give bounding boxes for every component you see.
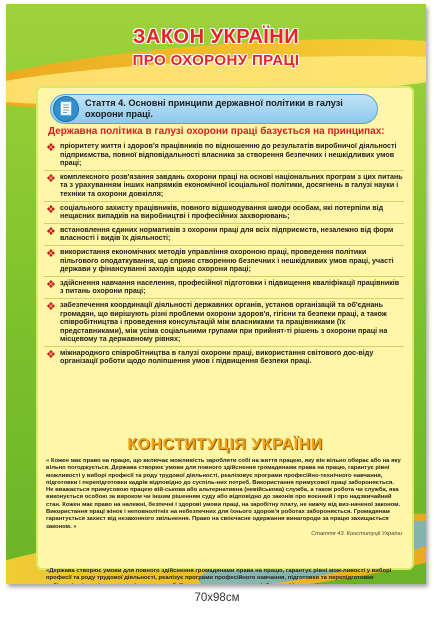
list-item — [44, 248, 404, 277]
poster-title: ЗАКОН УКРАЇНИ — [132, 26, 300, 48]
list-item-text: міжнародного співробітництва в галузі охорони праці, використання світового дос-віду організації роботи щодо поліпшення умов і підвищення безпеки праці. — [60, 348, 374, 366]
constitution-heading: КОНСТИТУЦІЯ УКРАЇНИ — [127, 436, 323, 453]
poster-stand — [6, 4, 426, 584]
constitution-quote — [46, 458, 402, 538]
list-item — [44, 142, 404, 171]
bullet-icon: ❖ — [46, 142, 56, 154]
quote-source: Стаття 43. Конституції України — [311, 530, 402, 537]
bullet-icon: ❖ — [46, 348, 56, 361]
list-item-text: забезпечення координації діяльності державних органів, установ організацій та об'єднань громадян, що вирішують різні проблеми охорони здоров'я, гігієни та безпеки праці, а також співробітництва і проведення консультацій між власниками та працівниками (їх представниками), між усіма соціальними групами при прийнят-ті рішень з охорони праці на місцевому та державному рівнях; — [60, 300, 388, 344]
bullet-icon: ❖ — [46, 172, 56, 185]
list-item-text: використання економічних методів управління охороною праці, проведення політики пільгового оподаткування, що сприяє створенню безпечних і нешкідливих умов праці, участі держави у фінансуванні заходів щодо охорони праці; — [60, 247, 394, 274]
poster-subtitle: ПРО ОХОРОНУ ПРАЦІ — [132, 52, 300, 69]
quote-text: « Кожен має право на працю, що включає можливість заробляти собі на життя працею, яку він вільно обирає або на яку вільно погоджується. Держава створює умови для повного здійснення громадянами права на працю, гарантує рівні можливості у виборі професії та роду трудової діяльності, реалізовує програми професійно-технічного навчання, підготовки і перепідготовки кадрів відповідно до суспіль-них потреб. Використання примусової праці забороняється. Не вважається примусовою працею вій-ськова або альтернативна (невійськова) служба, а також робота чи служба, яка виконується особою за вироком чи іншим рішенням суду або відповідно до законів про воєнний і про надзвичайний стан. Кожен має право на належні, безпечні і здорові умови праці, на заробітну плату, не нижчу від виз-наченої законом. Використання праці жінок і неповнолітніх на небезпечних для їхнього здоров'я роботах забороняється. Громадянам гарантується захист від незаконного звільнення. Право на своєчасне одержання винагороди за працю захищається законом. » — [46, 458, 401, 530]
article-banner — [50, 94, 378, 124]
poster-size-label: 70x98см — [194, 592, 240, 604]
list-item — [44, 279, 404, 299]
quote-text: «Держава створює умови для повного здійснення громадянами права на працю, гарантує рівні мож-ливості у виборі професії та роду трудової діяльності, реалізує програми професійного навчання, підготовки та перепідготовки — [46, 568, 392, 582]
list-item — [44, 173, 404, 202]
list-item-text: встановлення єдиних нормативів з охорони праці для всіх підприємств, незалежно від форм власності і видів їх діяльності; — [60, 225, 394, 243]
bullet-icon: ❖ — [46, 247, 56, 260]
list-item-text: соціального захисту працівників, повного відшкодування шкоди особам, які потерпіли від нещасних випадків на виробництві і професійних захворювань; — [60, 203, 384, 221]
list-item — [44, 349, 404, 368]
bullet-icon: ❖ — [46, 278, 56, 291]
principles-list — [44, 142, 404, 370]
bullet-icon: ❖ — [46, 225, 56, 238]
list-item-text: здійснення навчання населення, професійної підготовки і підвищення кваліфікації працівників з питань охорони праці; — [60, 278, 400, 296]
list-item-text: пріоритету життя і здоров'я працівників по відношенню до результатів виробничої діяльності підприємства, повної відповідальності власника за створення безпечних і нешкідливих умов праці; — [60, 142, 397, 168]
bullet-icon: ❖ — [46, 203, 56, 216]
article-title: Стаття 4. Основні принципи державної політики в галузі охорони праці. — [85, 98, 343, 119]
content-panel — [36, 86, 414, 582]
bullet-icon: ❖ — [46, 300, 56, 313]
constitution-quote-lower — [46, 568, 402, 584]
principles-heading: Державна політика в галузі охорони праці базується на принципах: — [48, 126, 385, 137]
list-item — [44, 204, 404, 224]
document-icon — [53, 96, 79, 122]
list-item — [44, 301, 404, 347]
list-item-text: комплексного розв'язання завдань охорони праці на основі національних програм з цих питань та з урахуванням інших напрямків економічної ісоціальної політики, досягнень в галузі науки і техніки та охорони довкілля; — [60, 172, 403, 198]
list-item — [44, 226, 404, 246]
